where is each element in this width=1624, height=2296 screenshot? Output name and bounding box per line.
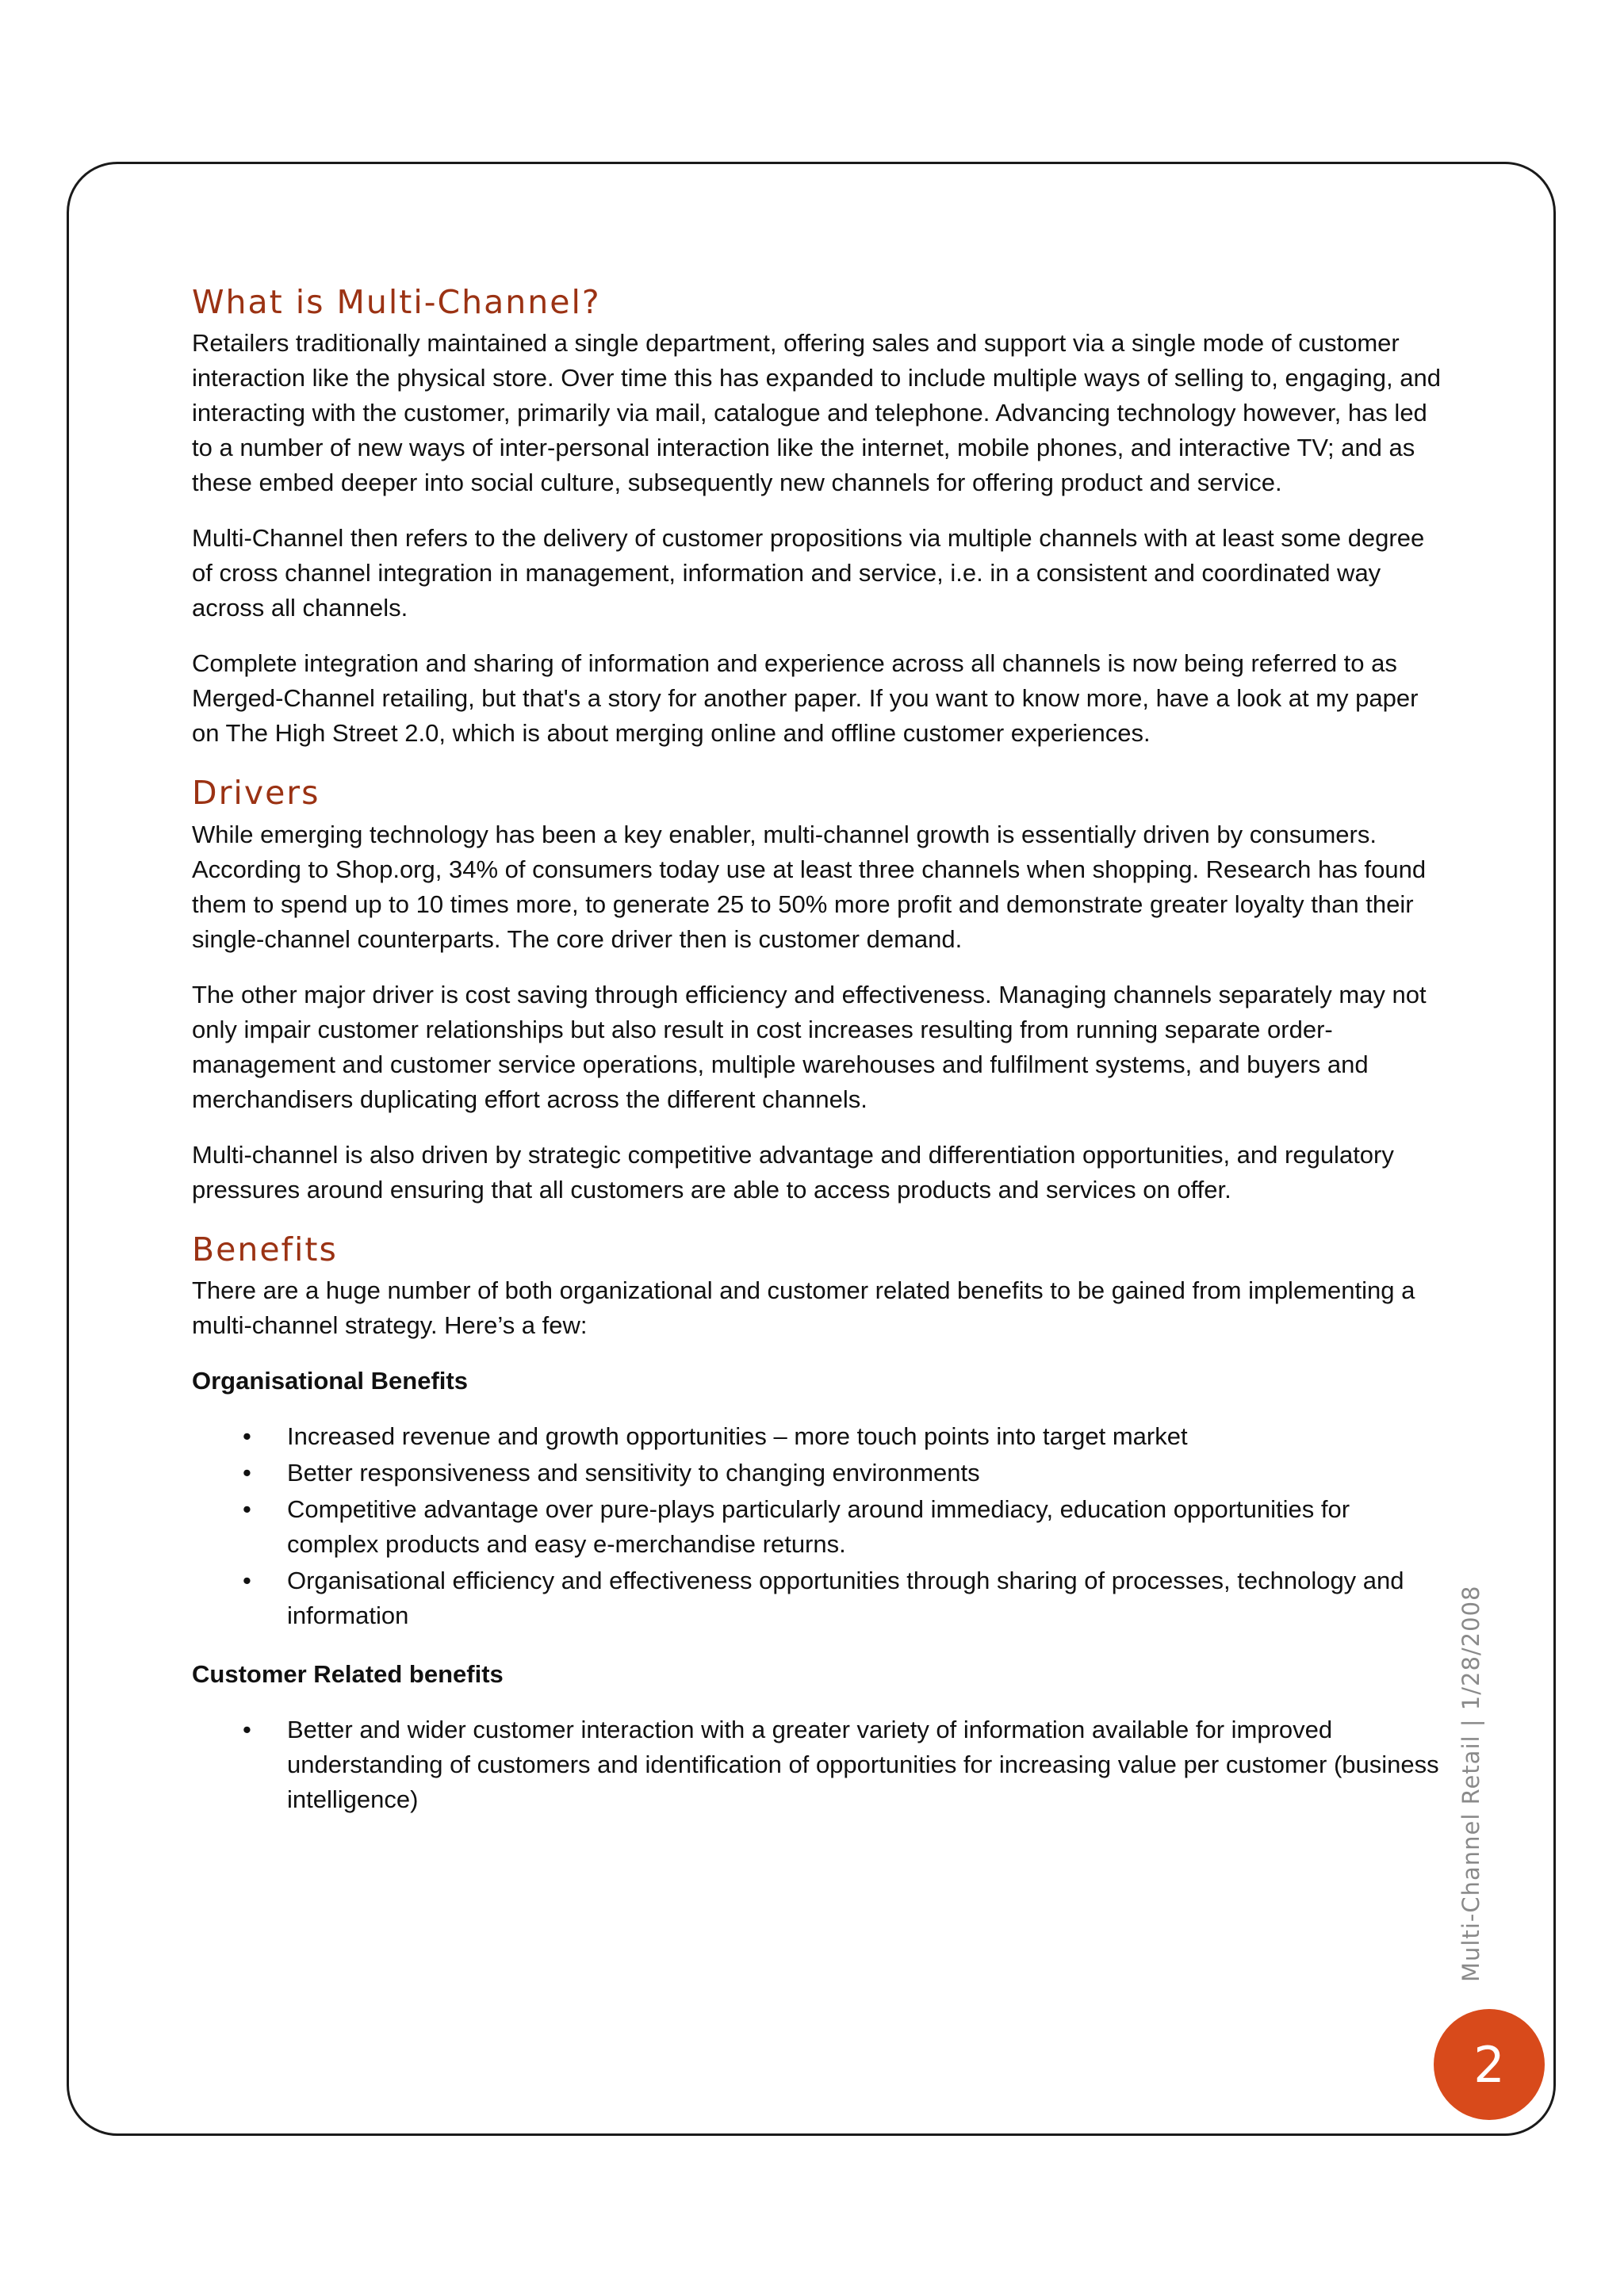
document-content xyxy=(192,282,1445,1841)
list-item-text: Organisational efficiency and effectiveness opportunities through sharing of processes, technology and information xyxy=(287,1566,1404,1629)
running-footer-label: Multi-Channel Retail | 1/28/2008 xyxy=(1457,1585,1484,1982)
list-item xyxy=(192,1456,1445,1490)
paragraph: There are a huge number of both organizational and customer related benefits to be gained from implementing a multi-channel strategy. Here’s a few: xyxy=(192,1276,1415,1339)
section-heading: What is Multi-Channel? xyxy=(192,283,601,321)
paragraph: The other major driver is cost saving through efficiency and effectiveness. Managing channels separately may not only impair customer relationships but also result in cost increases resulting from running separate order-management and customer service operations, multiple warehouses and fulfilment systems, and buyers and merchandisers duplicating effort across the different channels. xyxy=(192,980,1427,1113)
section-benefits xyxy=(192,1230,1445,1817)
list-item-text: Increased revenue and growth opportunities – more touch points into target market xyxy=(287,1422,1188,1450)
list-item xyxy=(192,1563,1445,1633)
section-what-is-multi-channel xyxy=(192,282,1445,751)
bullet-icon: • xyxy=(243,1715,251,1743)
bullet-icon: • xyxy=(243,1422,251,1450)
list-item xyxy=(192,1419,1445,1454)
paragraph: Complete integration and sharing of information and experience across all channels is now being referred to as Merged-Channel retailing, but that's a story for another paper. If you want to know more, have a look at my paper on The High Street 2.0, which is about merging online and offline customer experiences. xyxy=(192,649,1419,748)
bullet-icon: • xyxy=(243,1494,251,1523)
list-item-text: Better responsiveness and sensitivity to changing environments xyxy=(287,1458,980,1487)
page-number-badge: 2 xyxy=(1434,2009,1545,2120)
subheading-organisational-benefits: Organisational Benefits xyxy=(192,1366,468,1395)
bullet-icon: • xyxy=(243,1566,251,1594)
section-drivers xyxy=(192,773,1445,1207)
paragraph: Multi-channel is also driven by strategic competitive advantage and differentiation opportunities, and regulatory pressures around ensuring that all customers are able to access products and services on offer. xyxy=(192,1140,1394,1203)
list-item xyxy=(192,1712,1445,1817)
bullet-list-organisational xyxy=(192,1419,1445,1633)
list-item xyxy=(192,1492,1445,1562)
bullet-icon: • xyxy=(243,1458,251,1487)
bullet-list-customer xyxy=(192,1712,1445,1817)
paragraph: Retailers traditionally maintained a single department, offering sales and support via a single mode of customer interaction like the physical store. Over time this has expanded to include multiple ways of selling to, engaging, and interacting with the customer, primarily via mail, catalogue and telephone. Advancing technology however, has led to a number of new ways of inter-personal interaction like the internet, mobile phones, and interactive TV; and as these embed deeper into social culture, subsequently new channels for offering product and service. xyxy=(192,329,1441,497)
section-heading: Drivers xyxy=(192,774,320,813)
subheading-customer-related-benefits: Customer Related benefits xyxy=(192,1659,504,1688)
list-item-text: Competitive advantage over pure-plays particularly around immediacy, education opportunities for complex products and easy e-merchandise returns. xyxy=(287,1494,1350,1558)
list-item-text: Better and wider customer interaction with a greater variety of information available for improved understanding of customers and identification of opportunities for increasing value per customer (business intelligence) xyxy=(287,1715,1439,1813)
paragraph: Multi-Channel then refers to the delivery of customer propositions via multiple channels with at least some degree of cross channel integration in management, information and service, i.e. in a consistent and coordinated way across all channels. xyxy=(192,524,1425,622)
section-heading: Benefits xyxy=(192,1230,338,1269)
paragraph: While emerging technology has been a key enabler, multi-channel growth is essentially driven by consumers. According to Shop.org, 34% of consumers today use at least three channels when shopping. Research has found them to spend up to 10 times more, to generate 25 to 50% more profit and demonstrate greater loyalty than their single-channel counterparts. The core driver then is customer demand. xyxy=(192,820,1427,953)
